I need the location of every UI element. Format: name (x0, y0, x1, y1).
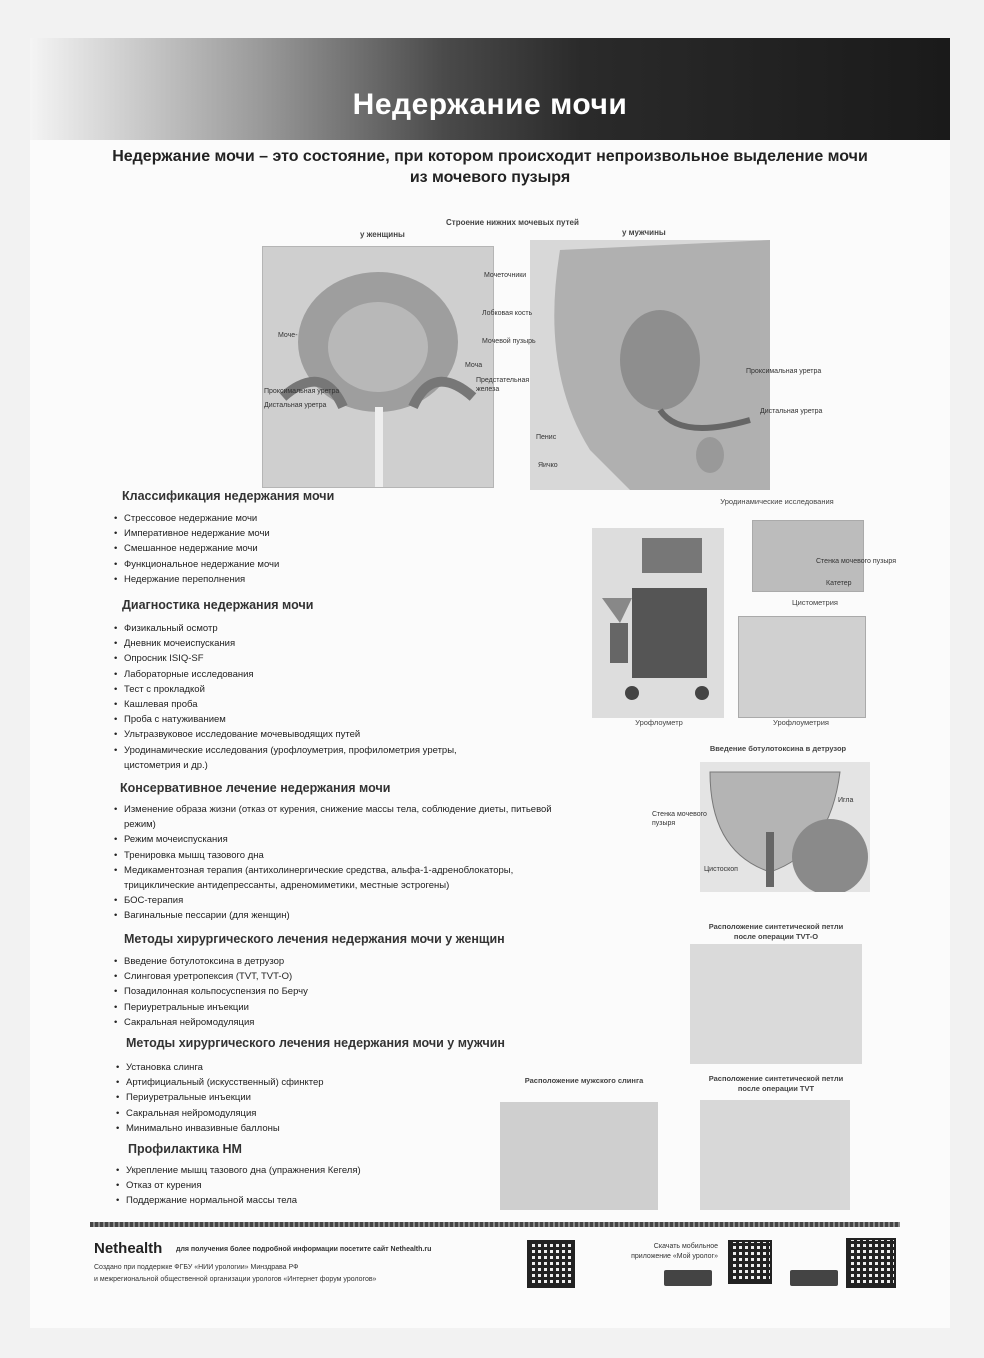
app-download-text (612, 1242, 718, 1262)
label-distal-urethra-f: Дистальная уретра (264, 402, 327, 409)
tvto-caption (688, 922, 864, 942)
cystometry-caption: Цистометрия (792, 598, 838, 607)
title-banner (30, 38, 950, 140)
footer-divider (90, 1222, 900, 1227)
list-item: • Установка слинга (116, 1060, 496, 1075)
list-item: • Укрепление мышц тазового дна (упражнения Кегеля) (116, 1163, 496, 1178)
uroflowmetry-caption: Урофлоуметрия (773, 718, 829, 727)
list-conservative (114, 802, 574, 924)
female-pelvis-illustration (263, 247, 493, 487)
male-pelvis-illustration (530, 240, 770, 490)
label-prostate: Предстательная железа (476, 377, 530, 393)
tvto-caption-line-1: Расположение синтетической петли (708, 922, 844, 931)
tvt-caption-line-2: после операции TVT (737, 1084, 815, 1093)
label-proximal-urethra-f: Проксимальная уретра (264, 388, 340, 395)
label-penis: Пенис (536, 434, 557, 441)
tvt-caption-line-1: Расположение синтетической петли (708, 1074, 844, 1083)
list-item: • Недержание переполнения (114, 572, 414, 587)
label-bladder: Мочевой пузырь (482, 338, 536, 345)
label-urine: Моча (465, 362, 483, 369)
list-item: • Тест с прокладкой (114, 682, 494, 697)
male-anatomy-image (530, 240, 770, 490)
section-heading-classification: Классификация недержания мочи (122, 489, 335, 503)
label-bladder-female: Моче- (278, 332, 298, 339)
definition-subtitle (60, 146, 920, 188)
female-label: у женщины (360, 230, 405, 239)
uroflowmeter-caption: Урофлоуметр (635, 718, 683, 727)
list-item: • Отказ от курения (116, 1178, 496, 1193)
google-play-badge[interactable] (790, 1270, 838, 1286)
list-item: • Сакральная нейромодуляция (116, 1106, 496, 1121)
label-pubic-bone: Лобковая кость (482, 310, 533, 317)
section-heading-surgery-women: Методы хирургического лечения недержания мочи у женщин (124, 932, 505, 946)
list-prevention (116, 1163, 496, 1209)
brand-logo: Nethealth (94, 1240, 163, 1257)
qr-code-app-ios[interactable] (728, 1240, 772, 1284)
subtitle-line-1: Недержание мочи – это состояние, при котором происходит непроизвольное выделение мочи (112, 148, 868, 165)
list-diagnostics (114, 621, 494, 773)
tvto-image (690, 944, 862, 1064)
anatomy-title: Строение нижних мочевых путей (446, 218, 579, 227)
male-label: у мужчины (622, 228, 666, 237)
list-item: • Уродинамические исследования (урофлоуметрия, профилометрия уретры, цистометрия и др.) (114, 743, 464, 773)
section-heading-prevention: Профилактика НМ (128, 1142, 242, 1156)
brand-tagline: для получения более подробной информации посетите сайт Nethealth.ru (176, 1246, 432, 1253)
list-item: • Изменение образа жизни (отказ от курения, снижение массы тела, соблюдение диеты, питьевой режим) (114, 802, 574, 832)
subtitle-line-2: из мочевого пузыря (409, 169, 571, 186)
list-item: • Опросник ISIQ-SF (114, 651, 494, 666)
app-download-line-1: Скачать мобильное (653, 1243, 718, 1250)
list-item: • Физикальный осмотр (114, 621, 494, 636)
list-item: • Кашлевая проба (114, 697, 494, 712)
label-distal-urethra-m: Дистальная уретра (760, 408, 823, 415)
qr-code-website[interactable] (527, 1240, 575, 1288)
list-item: • БОС-терапия (114, 893, 574, 908)
label-proximal-urethra-m: Проксимальная уретра (746, 368, 822, 375)
list-surgery-men (116, 1060, 496, 1136)
list-item: • Дневник мочеиспускания (114, 636, 494, 651)
list-item: • Тренировка мышц тазового дна (114, 848, 574, 863)
app-store-badge[interactable] (664, 1270, 712, 1286)
label-needle: Игла (838, 797, 854, 804)
list-item: • Проба с натуживанием (114, 712, 494, 727)
footer-support-line-2: и межрегиональной общественной организации урологов «Интернет форум урологов» (94, 1276, 377, 1283)
page-title: Недержание мочи (352, 88, 628, 121)
urodynamics-caption: Уродинамические исследования (720, 497, 834, 506)
uroflowmetry-image (738, 616, 866, 718)
section-heading-conservative: Консервативное лечение недержания мочи (120, 781, 391, 795)
section-heading-diagnostics: Диагностика недержания мочи (122, 598, 314, 612)
device-illustration (592, 528, 724, 718)
female-anatomy-image (262, 246, 494, 488)
list-item: • Лабораторные исследования (114, 667, 494, 682)
list-item: • Смешанное недержание мочи (114, 541, 414, 556)
list-item: • Медикаментозная терапия (антихолинергические средства, альфа-1-адреноблокаторы, трициклические антидепрессанты, адреномиметики, местные эстрогены) (114, 863, 574, 893)
list-item: • Императивное недержание мочи (114, 526, 414, 541)
list-item: • Позадилонная кольпосуспензия по Берчу (114, 984, 514, 999)
urodynamics-device-image (592, 528, 724, 718)
male-sling-caption: Расположение мужского слинга (524, 1076, 644, 1085)
list-item: • Режим мочеиспускания (114, 832, 574, 847)
list-item: • Периуретральные инъекции (114, 1000, 514, 1015)
app-download-line-2: приложение «Мой уролог» (631, 1253, 718, 1260)
list-item: • Артифициальный (искусственный) сфинктер (116, 1075, 496, 1090)
tvt-image (700, 1100, 850, 1210)
botox-caption: Введение ботулотоксина в детрузор (709, 744, 847, 753)
tvto-caption-line-2: после операции TVT-O (733, 932, 819, 941)
label-bladder-wall: Стенка мочевого пузыря (816, 558, 896, 565)
label-cystoscope: Цистоскоп (704, 866, 738, 873)
list-classification (114, 511, 414, 587)
list-item: • Функциональное недержание мочи (114, 557, 414, 572)
label-ureters: Мочеточники (484, 272, 527, 279)
list-item: • Введение ботулотоксина в детрузор (114, 954, 514, 969)
footer-support-line-1: Создано при поддержке ФГБУ «НИИ урологии» Минздрава РФ (94, 1264, 299, 1271)
list-item: • Ультразвуковое исследование мочевыводящих путей (114, 727, 494, 742)
list-item: • Поддержание нормальной массы тела (116, 1193, 496, 1208)
list-item: • Периуретральные инъекции (116, 1090, 496, 1105)
qr-code-app-android[interactable] (846, 1238, 896, 1288)
list-item: • Минимально инвазивные баллоны (116, 1121, 496, 1136)
label-testicle: Яичко (538, 462, 558, 469)
section-heading-surgery-men: Методы хирургического лечения недержания мочи у мужчин (126, 1036, 505, 1050)
tvt-caption (688, 1074, 864, 1094)
list-item: • Слинговая уретропексия (TVT, TVT-O) (114, 969, 514, 984)
label-bladder-wall-2: Стенка мочевого пузыря (652, 811, 707, 827)
label-catheter: Катетер (826, 580, 852, 587)
list-item: • Вагинальные пессарии (для женщин) (114, 908, 574, 923)
list-item: • Стрессовое недержание мочи (114, 511, 414, 526)
list-surgery-women (114, 954, 514, 1030)
male-sling-image (500, 1102, 658, 1210)
list-item: • Сакральная нейромодуляция (114, 1015, 514, 1030)
